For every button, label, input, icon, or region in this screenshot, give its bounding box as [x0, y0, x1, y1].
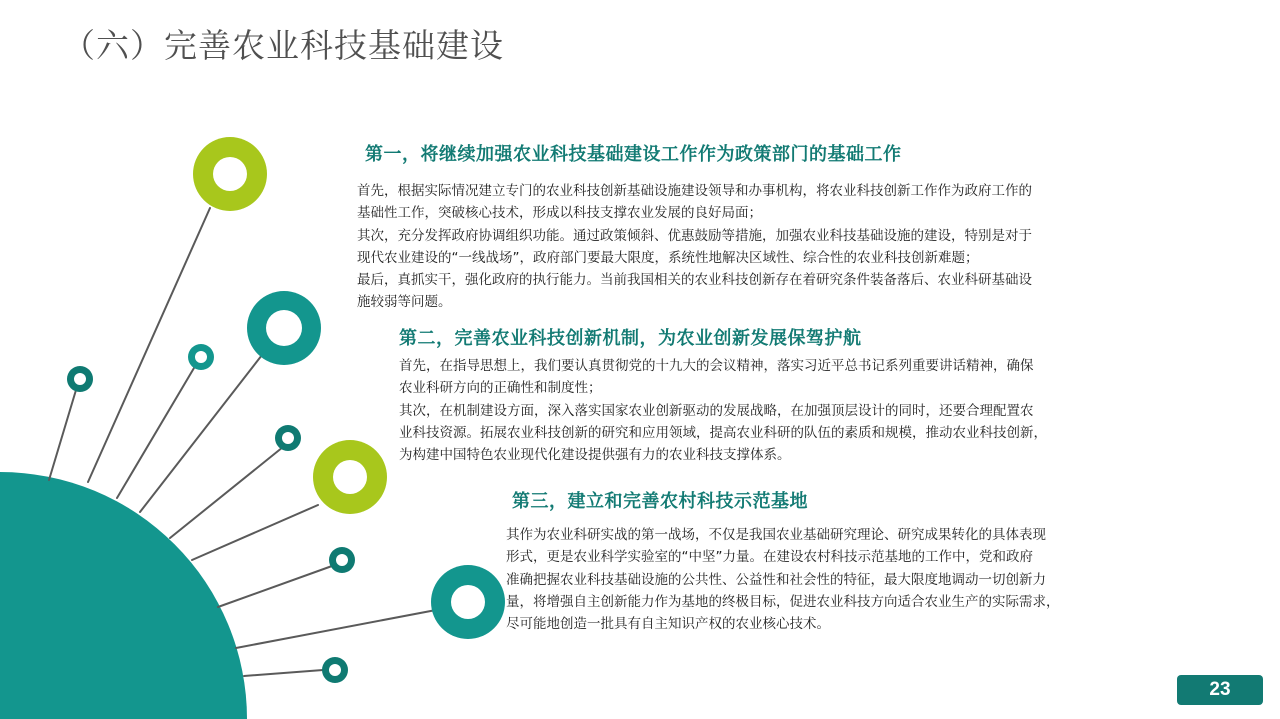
- section-1-line: 首先，根据实际情况建立专门的农业科技创新基础设施建设领导和办事机构，将农业科技创新工作作为政府工作的: [357, 183, 1032, 199]
- ring-teal-bottom-large: [431, 565, 505, 639]
- ring-teal-small-e: [322, 657, 348, 683]
- section-1-line: 施较弱等问题。: [357, 294, 452, 311]
- section-2-line: 农业科研方向的正确性和制度性；: [399, 380, 602, 397]
- section-1-line: 最后，真抓实干，强化政府的执行能力。当前我国相关的农业科技创新存在着研究条件装备落后、农业科研基础设: [357, 272, 1032, 289]
- section-3-line: 形式，更是农业科学实验室的“中坚”力量。在建设农村科技示范基地的工作中，党和政府: [506, 549, 1033, 566]
- section-1-body: [357, 180, 1147, 314]
- section-2-body: [399, 355, 1159, 466]
- section-2-line: 其次，在机制建设方面，深入落实国家农业创新驱动的发展战略，在加强顶层设计的同时，还要合理配置农: [399, 402, 1034, 419]
- section-1-line: 现代农业建设的“一线战场”，政府部门要最大限度，系统性地解决区域性、综合性的农业科技创新难题；: [357, 249, 979, 266]
- section-2-line: 首先，在指导思想上，我们要认真贯彻党的十九大的会议精神，落实习近平总书记系列重要讲话精神，确保: [399, 358, 1034, 374]
- section-3-body: [506, 524, 1146, 635]
- ring-teal-large: [247, 291, 321, 365]
- section-1-line: 基础性工作，突破核心技术，形成以科技支撑农业发展的良好局面；: [357, 205, 762, 222]
- page-number-badge: 23: [1177, 675, 1263, 705]
- ring-teal-small-c: [275, 425, 301, 451]
- section-3-line: 其作为农业科研实战的第一战场，不仅是我国农业基础研究理论、研究成果转化的具体表现: [506, 527, 1046, 543]
- section-2-line: 业科技资源。拓展农业科技创新的研究和应用领域，提高农业科研的队伍的素质和规模，推动农业科技创新，: [399, 424, 1047, 441]
- ring-teal-small-d: [329, 547, 355, 573]
- base-quarter-circle: [0, 472, 247, 719]
- section-2-line: 为构建中国特色农业现代化建设提供强有力的农业科技支撑体系。: [399, 447, 791, 464]
- ring-teal-small-b: [188, 344, 214, 370]
- section-3-line: 尽可能地创造一批具有自主知识产权的农业核心技术。: [506, 616, 830, 633]
- ring-teal-small-a: [67, 366, 93, 392]
- section-3-heading: 第三，建立和完善农村科技示范基地: [512, 491, 808, 512]
- ring-lime-middle: [313, 440, 387, 514]
- section-1-heading: 第一，将继续加强农业科技基础建设工作作为政策部门的基础工作: [365, 144, 902, 165]
- section-2-heading: 第二，完善农业科技创新机制，为农业创新发展保驾护航: [399, 328, 862, 349]
- section-3-line: 量，将增强自主创新能力作为基地的终极目标，促进农业科技方向适合农业生产的实际需求，: [506, 593, 1060, 610]
- section-1-line: 其次，充分发挥政府协调组织功能。通过政策倾斜、优惠鼓励等措施，加强农业科技基础设施的建设，特别是对于: [357, 227, 1032, 244]
- slide-title: （六）完善农业科技基础建设: [62, 26, 504, 65]
- ring-lime-top: [193, 137, 267, 211]
- section-3-line: 准确把握农业科技基础设施的公共性、公益性和社会性的特征，最大限度地调动一切创新力: [506, 571, 1046, 588]
